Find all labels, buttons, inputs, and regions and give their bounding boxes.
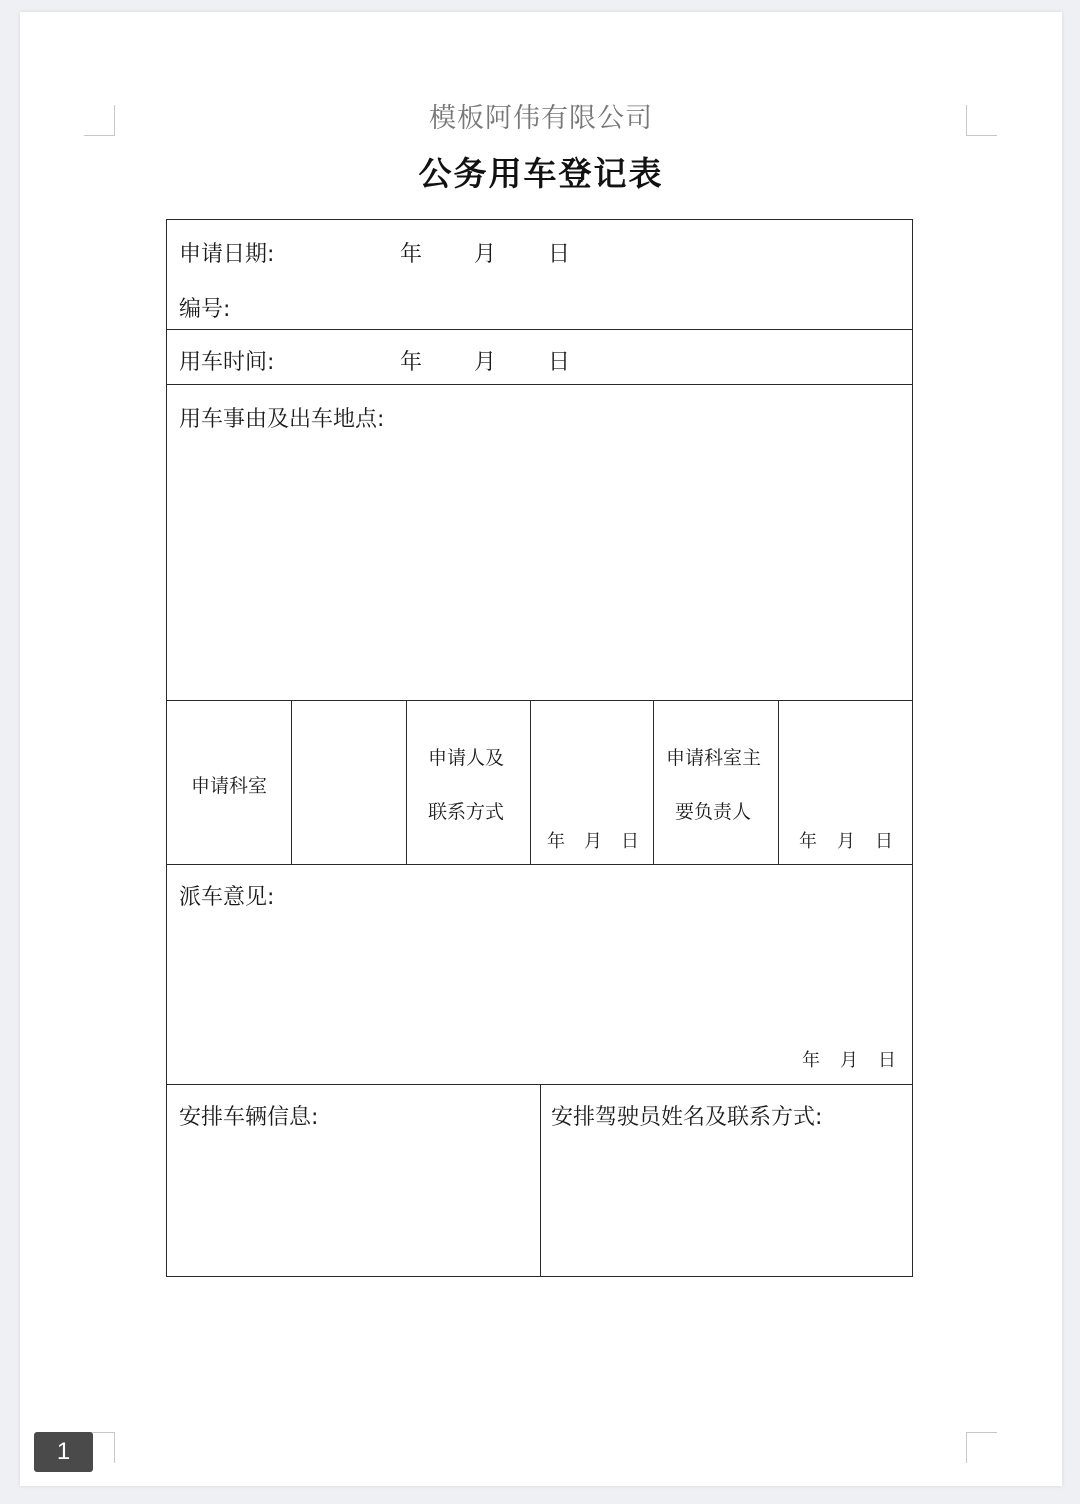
dispatch-cell[interactable] (166, 864, 913, 1085)
dept-head-date-year: 年 (799, 831, 817, 852)
dispatch-date-day: 日 (878, 1050, 896, 1071)
page-number-badge[interactable]: 1 (34, 1432, 93, 1472)
document-page (20, 12, 1062, 1486)
apply-date-row[interactable] (166, 219, 913, 330)
applicant-value-cell[interactable] (530, 700, 654, 865)
dept-head-label-cell (653, 700, 779, 865)
dispatch-date-month: 月 (840, 1050, 858, 1071)
dept-head-value-cell[interactable] (778, 700, 913, 865)
applicant-date-year: 年 (547, 831, 565, 852)
number-label: 编号: (179, 297, 231, 322)
use-time-year: 年 (400, 350, 423, 375)
applicant-date-day: 日 (621, 831, 639, 852)
applicant-label-line1: 申请人及 (428, 747, 505, 769)
crop-mark-bottom-right (966, 1432, 997, 1463)
dept-head-date-day: 日 (875, 831, 893, 852)
dept-head-label-line1: 申请科室主 (666, 747, 762, 769)
use-time-month: 月 (474, 350, 497, 375)
dept-value-cell[interactable] (291, 700, 407, 865)
reason-label: 用车事由及出车地点: (179, 407, 385, 432)
dispatch-date-year: 年 (802, 1050, 820, 1071)
dept-head-date-month: 月 (837, 831, 855, 852)
dept-head-label-line2: 要负责人 (675, 801, 752, 823)
apply-date-month: 月 (474, 242, 497, 267)
applicant-label-cell (406, 700, 531, 865)
use-time-label: 用车时间: (179, 350, 275, 375)
vehicle-label: 安排车辆信息: (179, 1105, 319, 1130)
use-time-day: 日 (548, 350, 571, 375)
applicant-date-month: 月 (584, 831, 602, 852)
dept-label-cell (166, 700, 292, 865)
apply-date-day: 日 (548, 242, 571, 267)
apply-date-label: 申请日期: (179, 242, 275, 267)
applicant-label-line2: 联系方式 (428, 801, 505, 823)
dispatch-label: 派车意见: (179, 885, 275, 910)
use-time-row[interactable] (166, 329, 913, 385)
apply-date-year: 年 (400, 242, 423, 267)
form-title: 公务用车登记表 (418, 154, 664, 193)
vehicle-cell[interactable] (166, 1084, 541, 1277)
dept-label: 申请科室 (191, 775, 268, 797)
driver-cell[interactable] (540, 1084, 913, 1277)
registration-form (166, 219, 913, 1277)
company-name: 模板阿伟有限公司 (429, 103, 653, 134)
reason-cell[interactable] (166, 384, 913, 701)
driver-label: 安排驾驶员姓名及联系方式: (551, 1105, 823, 1130)
